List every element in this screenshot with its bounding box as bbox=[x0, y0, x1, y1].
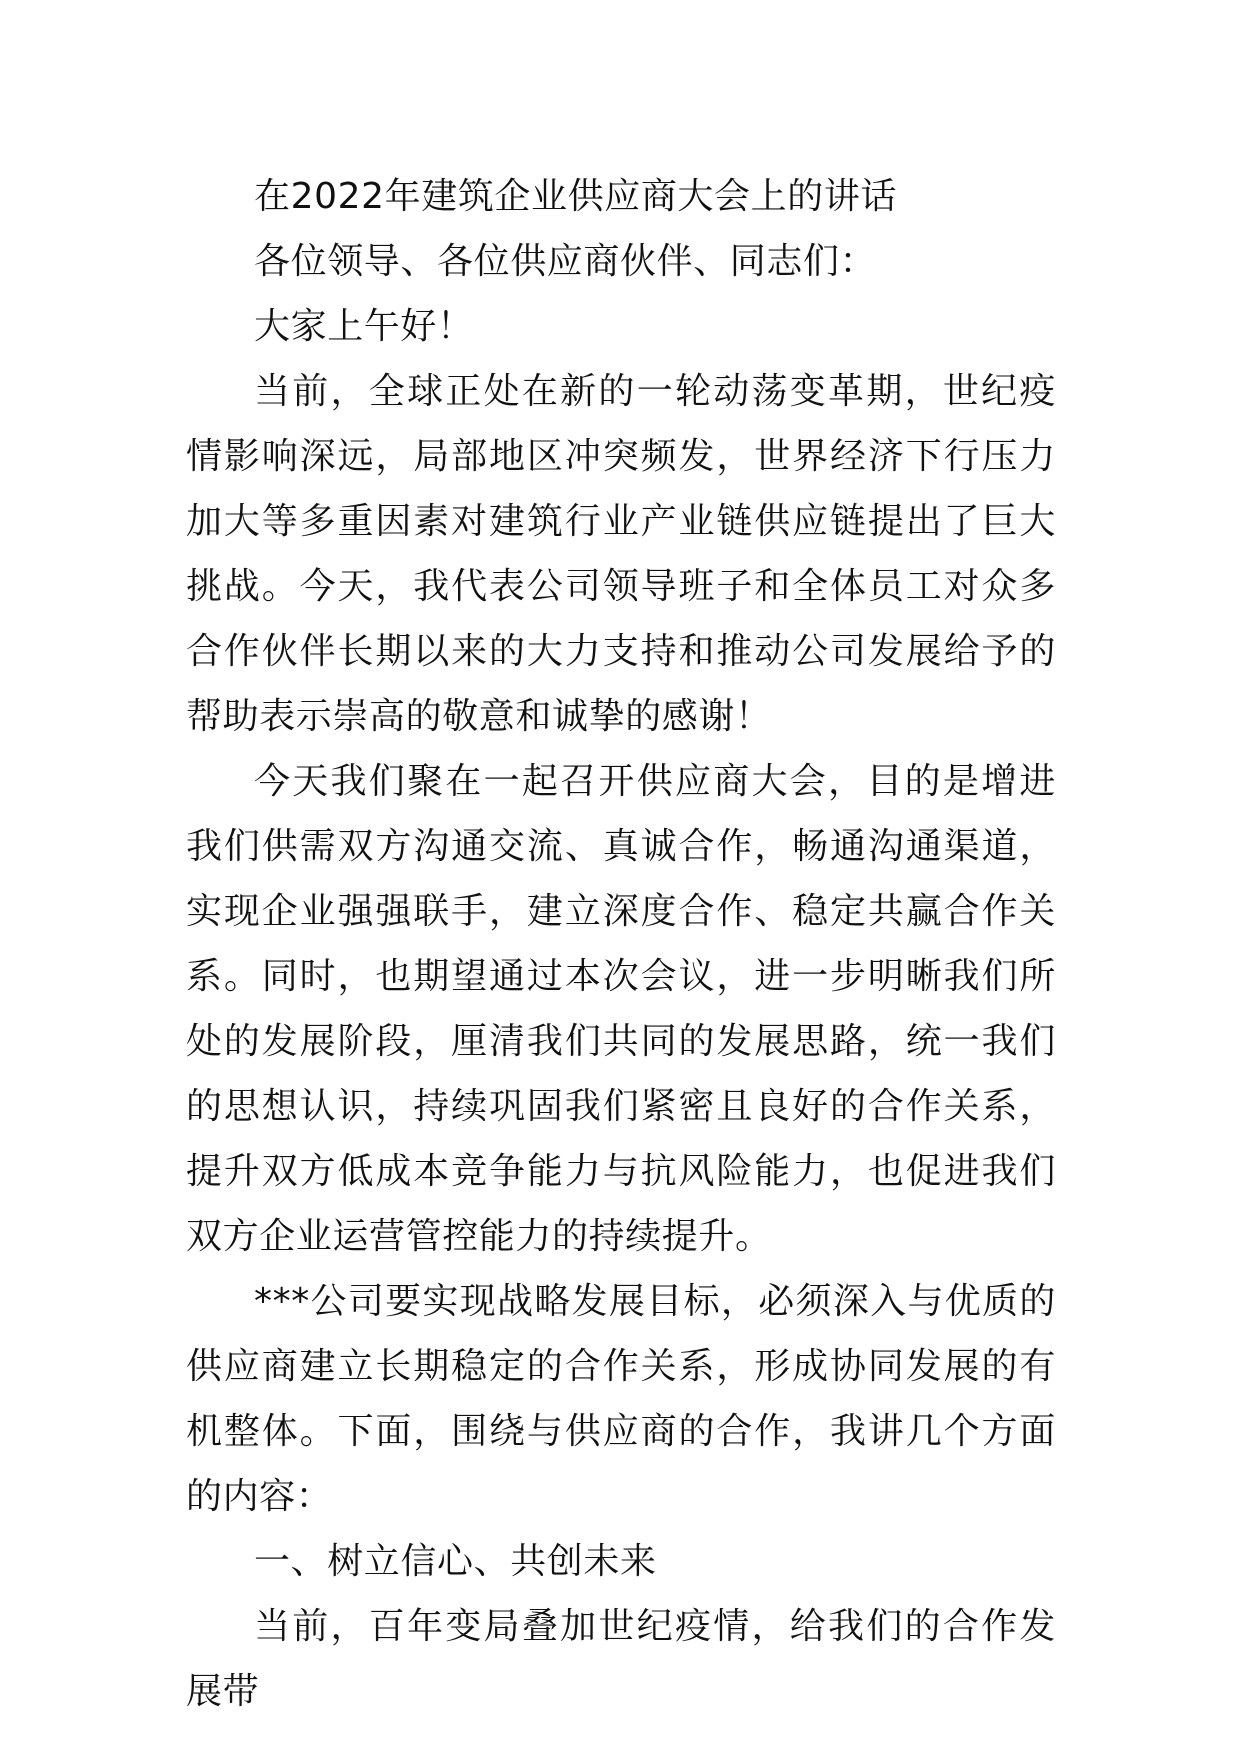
document-body bbox=[186, 164, 1056, 1724]
body-paragraph: 当前，全球正处在新的一轮动荡变革期，世纪疫情影响深远，局部地区冲突频发，世界经济下行压力加大等多重因素对建筑行业产业链供应链提出了巨大挑战。今天，我代表公司领导班子和全体员工对众多合作伙伴长期以来的大力支持和推动公司发展给予的帮助表示崇高的敬意和诚挚的感谢！ bbox=[186, 371, 1056, 737]
greeting-paragraph: 大家上午好！ bbox=[254, 306, 474, 347]
salutation-paragraph: 各位领导、各位供应商伙伴、同志们： bbox=[254, 241, 877, 282]
body-paragraph: 当前，百年变局叠加世纪疫情，给我们的合作发展带 bbox=[186, 1606, 1056, 1712]
body-paragraph: 今天我们聚在一起召开供应商大会，目的是增进我们供需双方沟通交流、真诚合作，畅通沟通渠道，实现企业强强联手，建立深度合作、稳定共赢合作关系。同时，也期望通过本次会议，进一步明晰我们所处的发展阶段，厘清我们共同的发展思路，统一我们的思想认识，持续巩固我们紧密且良好的合作关系，提升双方低成本竞争能力与抗风险能力，也促进我们双方企业运营管控能力的持续提升。 bbox=[186, 761, 1056, 1257]
section-heading: 一、树立信心、共创未来 bbox=[254, 1541, 657, 1582]
document-title: 在2022年建筑企业供应商大会上的讲话 bbox=[254, 176, 898, 217]
body-paragraph: ***公司要实现战略发展目标，必须深入与优质的供应商建立长期稳定的合作关系，形成协同发展的有机整体。下面，围绕与供应商的合作，我讲几个方面的内容： bbox=[186, 1281, 1056, 1517]
